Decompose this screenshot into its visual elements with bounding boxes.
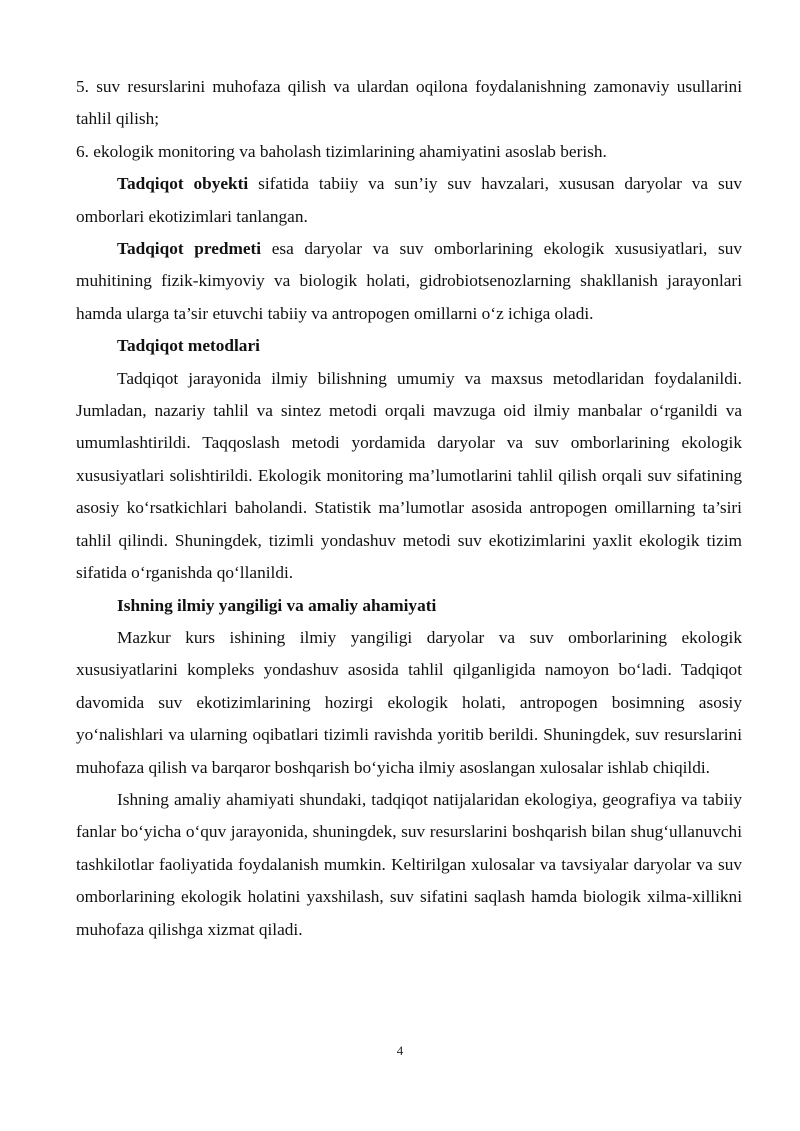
subject-heading: Tadqiqot predmeti [117, 239, 262, 259]
object-paragraph [76, 168, 742, 233]
object-heading: Tadqiqot obyekti [117, 174, 249, 194]
subject-paragraph [76, 233, 742, 330]
document-page [76, 71, 742, 946]
methods-heading [76, 330, 742, 362]
page-number: 4 [396, 1043, 404, 1058]
practical-paragraph: Ishning amaliy ahamiyati shundaki, tadqiqot natijalaridan ekologiya, geografiya va tabiiy fanlar bo‘yicha o‘quv jarayonida, shuningdek, suv resurslarini boshqarish bilan shug‘ullanuvchi tashkilotlar faoliyatida foydalanish mumkin. Keltirilgan xulosalar va tavsiyalar daryolar va suv omborlarining ekologik holatini yaxshilash, suv sifatini saqlash hamda biologik xilma-xillikni muhofaza qilishga xizmat qiladi. [76, 789, 742, 939]
novelty-paragraph: Mazkur kurs ishining ilmiy yangiligi daryolar va suv omborlarining ekologik xususiyatlarini kompleks yondashuv asosida tahlil qilganligida namoyon bo‘ladi. Tadqiqot davomida suv ekotizimlarining hozirgi ekologik holati, antropogen bosimning asosiy yo‘nalishlari va ularning oqibatlari tizimli ravishda yoritib berildi. Shuningdek, suv resurslarini muhofaza qilish va barqaror boshqarish bo‘yicha ilmiy asoslangan xulosalar ishlab chiqildi. [76, 627, 742, 777]
novelty-heading [76, 590, 742, 622]
subject-text: esa daryolar va suv omborlarining ekologik xususiyatlari, suv muhitining fizik-kimyoviy va biologik holati, gidrobiotsenozlarning shakllanish jarayonlari hamda ularga ta’sir etuvchi tabiiy va antropogen omillarni o‘z ichiga oladi. [76, 239, 742, 323]
novelty-heading-text: Ishning ilmiy yangiligi va amaliy ahamiyati [117, 595, 437, 615]
methods-paragraph: Tadqiqot jarayonida ilmiy bilishning umumiy va maxsus metodlaridan foydalanildi. Jumladan, nazariy tahlil va sintez metodi orqali mavzuga oid ilmiy manbalar o‘rganildi va umumlashtirildi. Taqqoslash metodi yordamida daryolar va suv omborlarining ekologik xususiyatlari solishtirildi. Ekologik monitoring ma’lumotlarini tahlil qilish orqali suv sifatining asosiy ko‘rsatkichlari baholandi. Statistik ma’lumotlar asosida antropogen omillarning ta’siri tahlil qilindi. Shuningdek, tizimli yondashuv metodi suv ekotizimlarini yaxlit ekologik tizim sifatida o‘rganishda qo‘llanildi. [76, 368, 742, 583]
methods-heading-text: Tadqiqot metodlari [117, 336, 260, 356]
object-text: sifatida tabiiy va sun’iy suv havzalari, xususan daryolar va suv omborlari ekotizimlari tanlangan. [76, 174, 742, 226]
list-item-5: 5. suv resurslarini muhofaza qilish va ulardan oqilona foydalanishning zamonaviy usullarini tahlil qilish; [76, 77, 742, 129]
list-item-6: 6. ekologik monitoring va baholash tizimlarining ahamiyatini asoslab berish. [76, 141, 607, 161]
